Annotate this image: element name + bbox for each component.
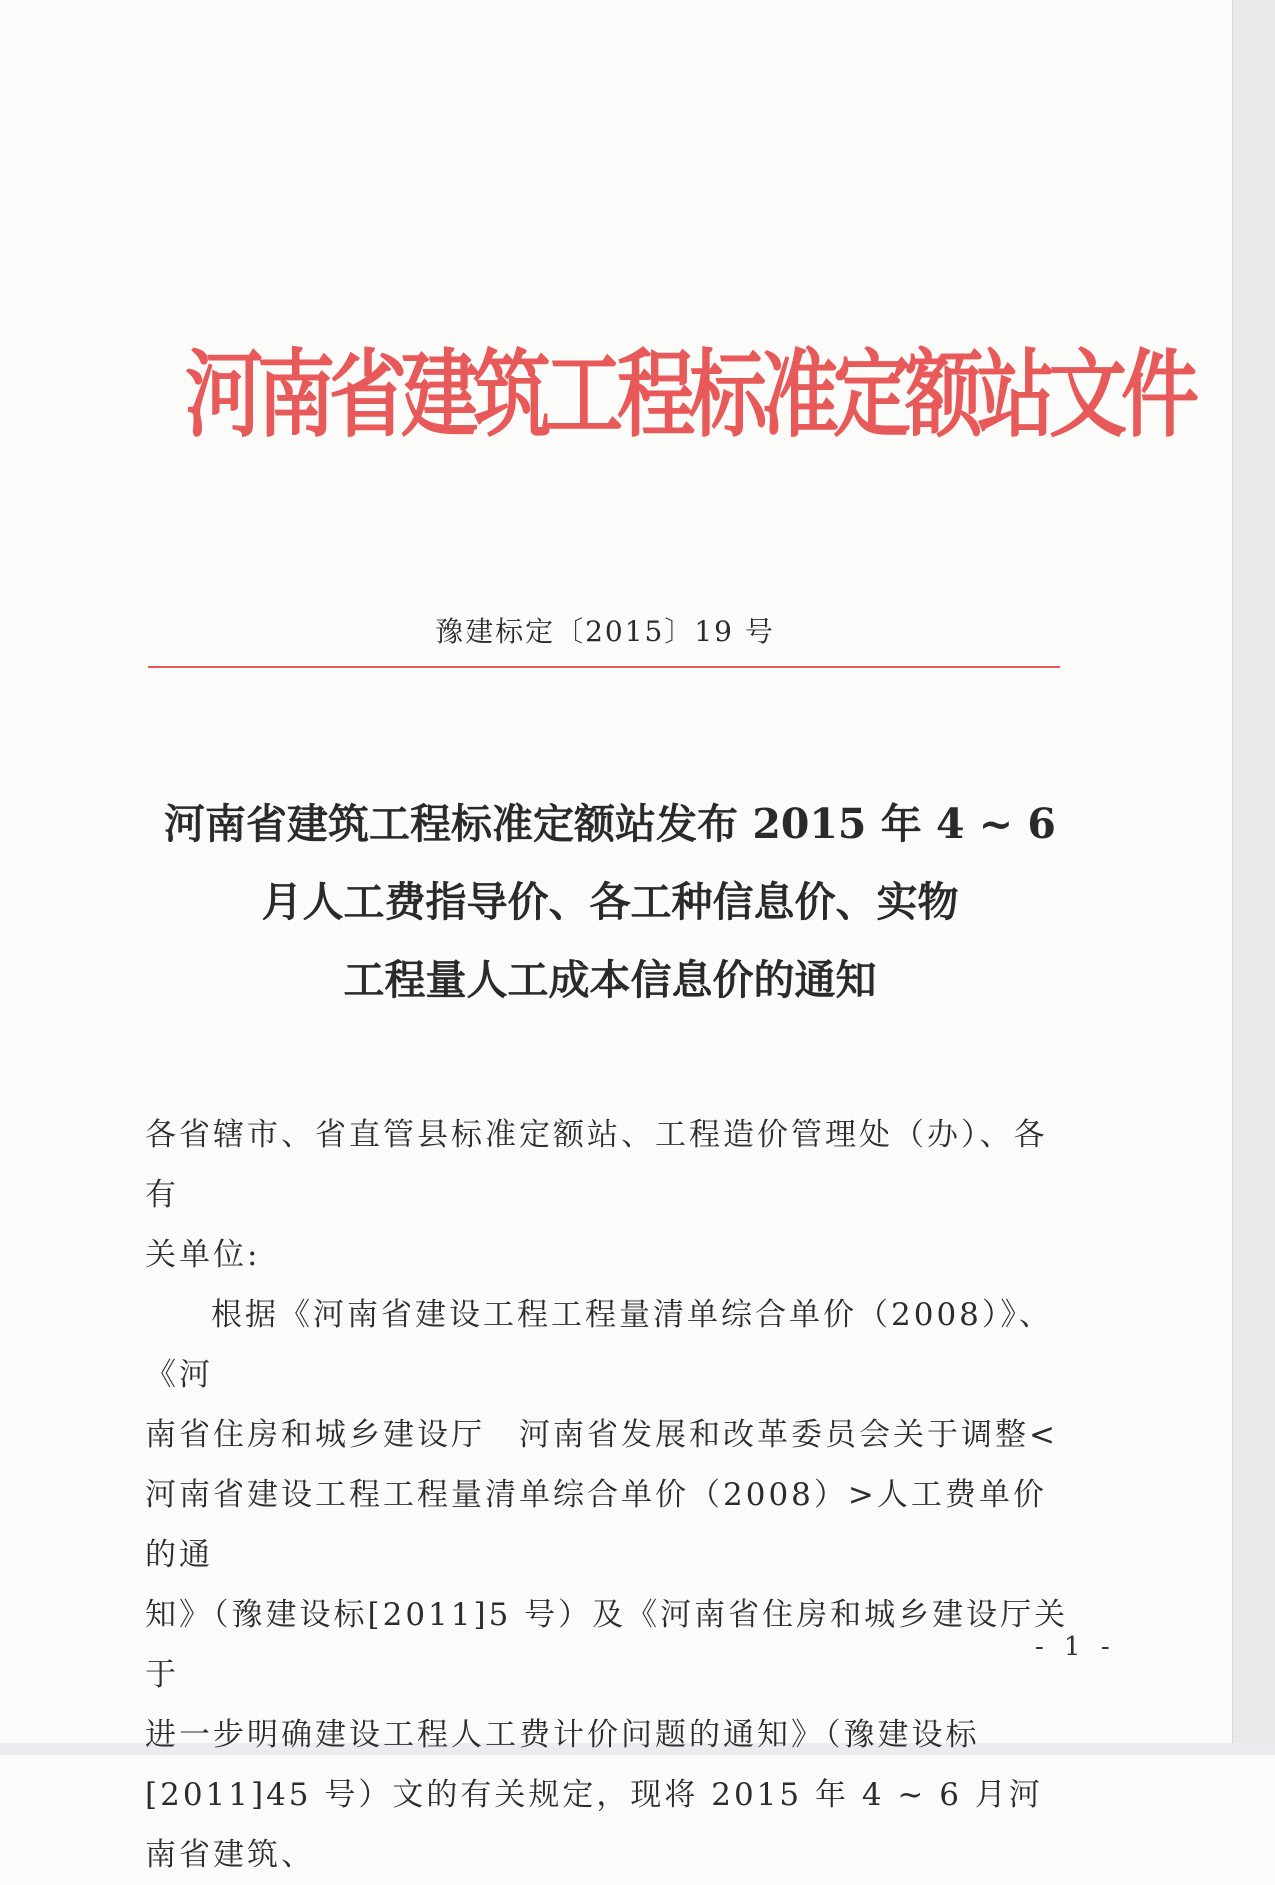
notice-title xyxy=(130,785,1090,1019)
page-number: - 1 - xyxy=(1035,1632,1116,1662)
body-line: 根据《河南省建设工程工程量清单综合单价（2008）》、《河 xyxy=(145,1297,1053,1393)
notice-title-line: 河南省建筑工程标准定额站发布 2015 年 4 ~ 6 xyxy=(164,800,1056,848)
notice-title-line: 工程量人工成本信息价的通知 xyxy=(343,956,877,1004)
document-number: 豫建标定〔2015〕19 号 xyxy=(435,615,775,648)
document-header-title: 河南省建筑工程标准定额站文件 xyxy=(185,341,1194,451)
body-line: [2011]45 号）文的有关规定，现将 2015 年 4 ~ 6 月河南省建筑、 xyxy=(145,1777,1043,1873)
red-divider-rule xyxy=(148,666,1060,668)
notice-title-line: 月人工费指导价、各工种信息价、实物 xyxy=(261,878,959,926)
body-line: 知》（豫建设标[2011]5 号）及《河南省住房和城乡建设厅关于 xyxy=(145,1597,1069,1693)
body-line: 南省住房和城乡建设厅 河南省发展和改革委员会关于调整< xyxy=(145,1417,1058,1453)
body-text xyxy=(145,1105,1075,1885)
body-line: 河南省建设工程工程量清单综合单价（2008）>人工费单价的通 xyxy=(145,1477,1047,1573)
body-line-addressee: 关单位: xyxy=(145,1237,261,1273)
body-line: 进一步明确建设工程人工费计价问题的通知》（豫建设标 xyxy=(145,1717,980,1753)
scan-edge-right xyxy=(1232,0,1275,1755)
body-line-addressee: 各省辖市、省直管县标准定额站、工程造价管理处（办）、各有 xyxy=(145,1117,1048,1213)
